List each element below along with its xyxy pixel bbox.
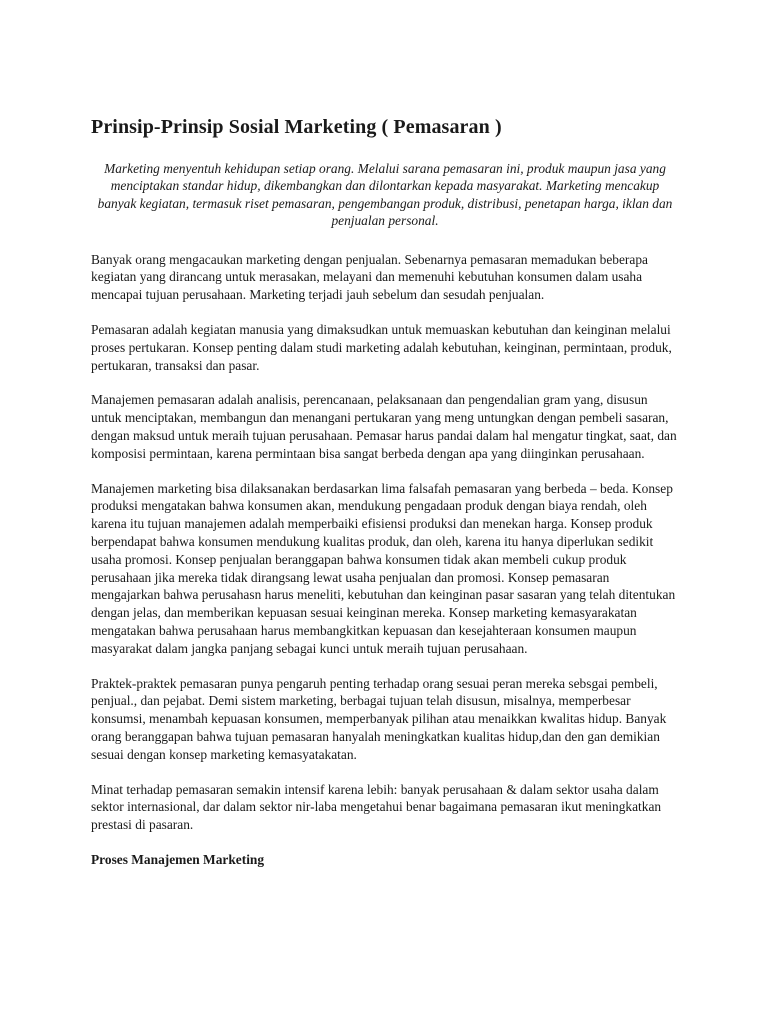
body-paragraph-6: Minat terhadap pemasaran semakin intensif karena lebih: banyak perusahaan & dalam sektor usaha dalam sektor internasional, dar dalam sektor nir-laba mengetahui benar bagaimana pemasaran ikut meningkatkan prestasi di pasaran. <box>91 781 662 833</box>
page-title: Prinsip-Prinsip Sosial Marketing ( Pemasaran ) <box>91 116 502 138</box>
body-paragraph-2: Pemasaran adalah kegiatan manusia yang dimaksudkan untuk memuaskan kebutuhan dan keinginan melalui proses pertukaran. Konsep penting dalam studi marketing adalah kebutuhan, keinginan, permintaan, produk, pertukaran, transaksi dan pasar. <box>91 322 672 373</box>
section-heading: Proses Manajemen Marketing <box>91 851 265 867</box>
body-paragraph-4: Manajemen marketing bisa dilaksanakan berdasarkan lima falsafah pemasaran yang berbeda – beda. Konsep produksi mengatakan bahwa konsumen akan, mendukung pengadaan produk dengan biaya rendah, oleh karena itu tujuan manajemen adalah memperbaiki efisiensi produksi dan menekan harga. Konsep produk berpendapat bahwa konsumen mendukung kualitas produk, dan oleh, karena itu hanya diperlukan sedikit usaha promosi. Konsep penjualan beranggapan bahwa konsumen tidak akan membeli cukup produk perusahaan jika mereka tidak dirangsang lewat usaha penjualan dan promosi. Konsep pemasaran mengajarkan bahwa perusahasn harus meneliti, kebutuhan dan keinginan pasar sasaran yang telah ditentukan dengan jelas, dan memberikan kepuasan sesuai keinginan mereka. Konsep marketing kemasyarakatan mengatakan bahwa perusahaan harus membangkitkan kepuasan dan kesejahteraan konsumen maupun masyarakat dalam jangka panjang sebagai kunci untuk meraih tujuan perusahaan. <box>91 480 676 656</box>
body-paragraph-1: Banyak orang mengacaukan marketing dengan penjualan. Sebenarnya pemasaran memadukan beberapa kegiatan yang dirancang untuk merasakan, melayani dan memenuhi kebutuhan konsumen dalam usaha mencapai tujuan perusahaan. Marketing terjadi jauh sebelum dan sesudah penjualan. <box>91 251 648 303</box>
intro-paragraph: Marketing menyentuh kehidupan setiap orang. Melalui sarana pemasaran ini, produk maupun jasa yang menciptakan standar hidup, dikembangkan dan dilontarkan kepada masyarakat. Marketing mencakup banyak kegiatan, termasuk riset pemasaran, pengembangan produk, distribusi, penetapan harga, iklan dan penjualan personal. <box>97 161 673 229</box>
body-paragraph-3: Manajemen pemasaran adalah analisis, perencanaan, pelaksanaan dan pengendalian gram yang, disusun untuk menciptakan, membangun dan menangani pertukaran yang meng untungkan dengan pembeli sasaran, dengan maksud untuk meraih tujuan perusahaan. Pemasar harus pandai dalam hal mengatur tingkat, saat, dan komposisi permintaan, karena permintaan bisa sangat berbeda dengan apa yang diinginkan perusahaan. <box>91 392 677 461</box>
body-paragraph-5: Praktek-praktek pemasaran punya pengaruh penting terhadap orang sesuai peran mereka sebsgai pembeli, penjual., dan pejabat. Demi sistem marketing, berbagai tujuan telah disusun, misalnya, memperbesar konsumsi, menambah kepuasan konsumen, memperbanyak pilihan atau menaikkan kwalitas hidup. Banyak orang beranggapan bahwa tujuan pemasaran hanyalah meningkatkan kualitas hidup,dan den gan demikian sesuai dengan konsep marketing kemasyatakatan. <box>91 675 667 762</box>
document-page <box>91 114 679 869</box>
